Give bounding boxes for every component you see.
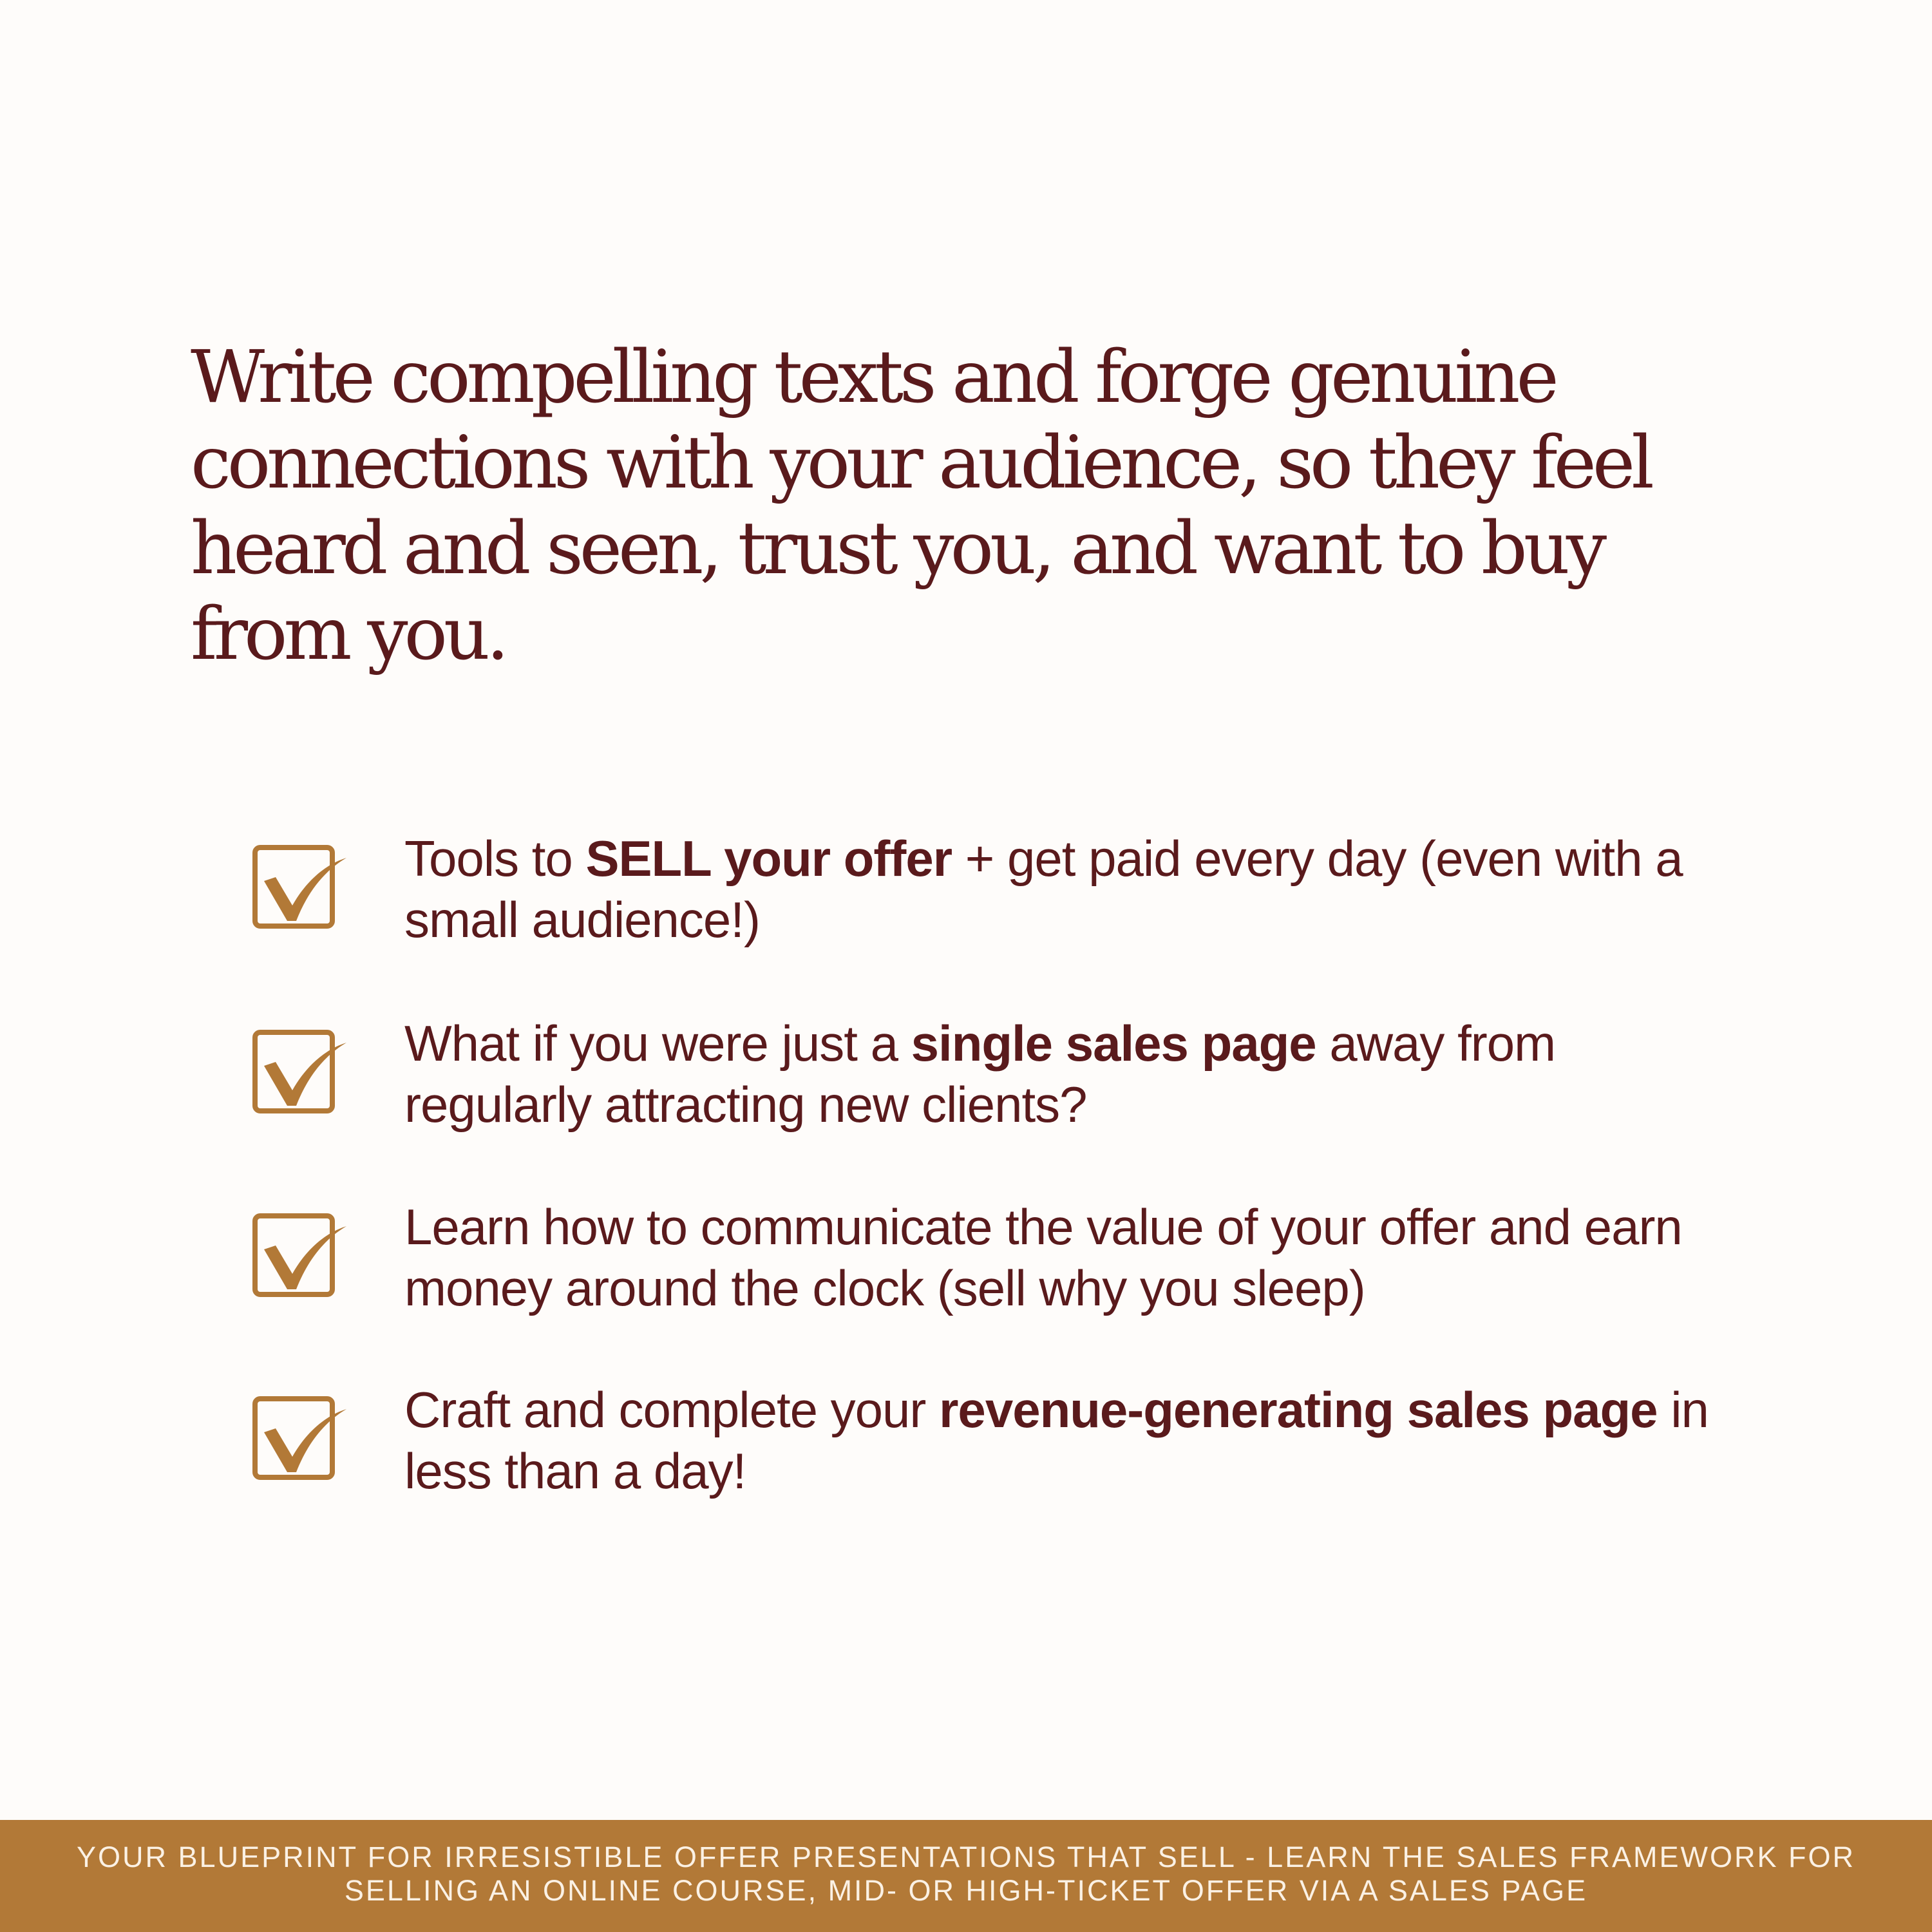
checkbox-check-icon [251,1212,348,1309]
checklist-item [251,1379,1732,1508]
checklist-item-text [404,828,1744,951]
checklist-item [251,1013,1732,1142]
footer-banner [0,1820,1932,1932]
headline: Write compelling texts and forge genuine connections with your audience, so they feel heard and seen, trust you, and want to buy from you. [191,336,1651,676]
item-text-bold: SELL your offer [585,830,952,887]
checkbox-check-icon [251,1028,348,1125]
checkbox-check-icon [251,844,348,940]
item-text-before: Learn how to communicate the value of your offer and earn money around the clock (sell why you sleep) [404,1198,1682,1316]
item-text-before: Tools to [404,830,586,887]
checkbox-check-icon [251,1395,348,1492]
item-text-before: Craft and complete your [404,1381,940,1438]
item-text-after: in less than a day! [404,1381,1709,1499]
item-text-bold: revenue-generating sales page [939,1381,1658,1438]
checklist-item-text [404,1197,1744,1319]
item-text-after: away from regularly attracting new clients? [404,1015,1556,1133]
footer-text: YOUR BLUEPRINT FOR IRRESISTIBLE OFFER PRESENTATIONS THAT SELL - LEARN THE SALES FRAMEWORK FOR SELLING AN ONLINE COURSE, MID- OR HIGH-TICKET OFFER VIA A SALES PAGE [77,1841,1855,1907]
item-text-after: + get paid every day (even with a small audience!) [404,830,1683,948]
checklist-item [251,828,1732,957]
checklist-item-text [404,1013,1744,1135]
item-text-before: What if you were just a [404,1015,911,1072]
checklist-item-text [404,1379,1744,1502]
checklist-item [251,1197,1732,1325]
item-text-bold: single sales page [911,1015,1316,1072]
